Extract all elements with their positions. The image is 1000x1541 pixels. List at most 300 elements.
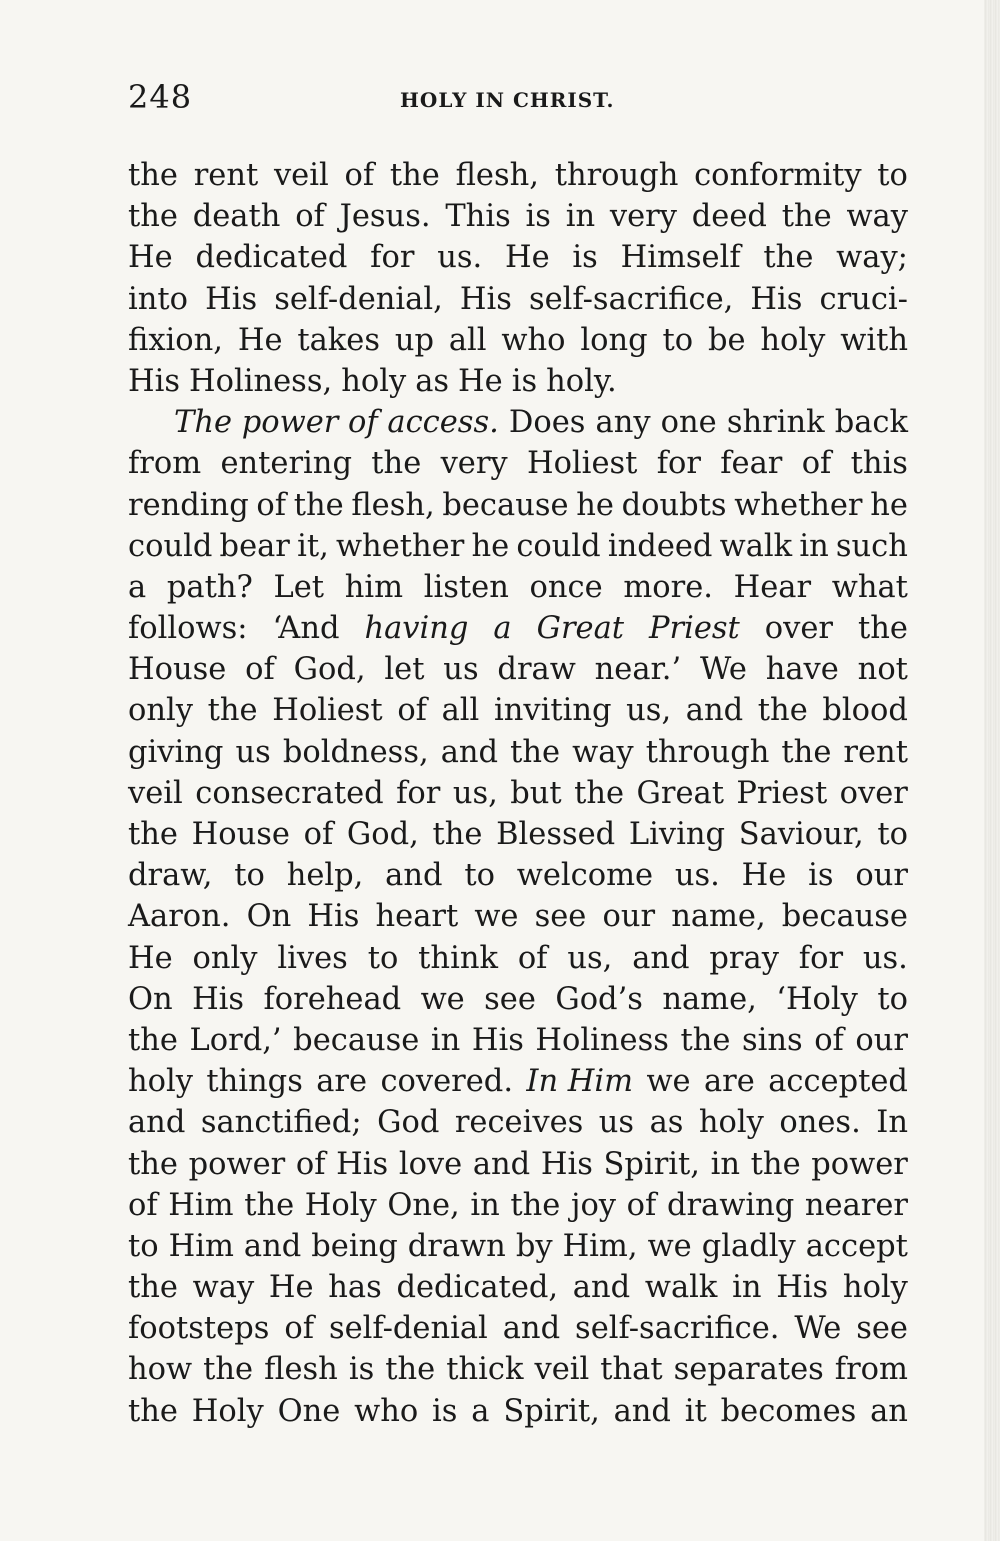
word: He (458, 363, 503, 399)
word: and (440, 734, 499, 770)
text-line (128, 1349, 908, 1390)
word: us. (862, 940, 908, 976)
word: Aaron. (128, 899, 231, 935)
word: he (870, 487, 908, 523)
word: see (534, 899, 587, 935)
word: and (385, 858, 443, 894)
word: Him, (562, 1228, 638, 1264)
word: any (595, 405, 651, 441)
word: for (396, 775, 441, 811)
word: is (525, 199, 551, 235)
word: to (234, 858, 265, 894)
word: we (647, 1228, 692, 1264)
word: long (580, 322, 648, 358)
text-line (128, 979, 908, 1020)
word: He (268, 1270, 314, 1306)
word: His (336, 1146, 389, 1182)
word: of (801, 446, 832, 482)
running-head: HOLY IN CHRIST. (400, 88, 615, 112)
word: On (128, 981, 173, 1017)
word: of (245, 652, 275, 688)
word: ‘And (272, 611, 340, 647)
word: us (598, 1105, 635, 1141)
word: joy (570, 1187, 617, 1223)
word: but (510, 775, 562, 811)
word: and (685, 693, 744, 729)
word: House (128, 652, 227, 688)
word: and (613, 1393, 671, 1429)
word: our (855, 1022, 908, 1058)
word: One, (387, 1187, 460, 1223)
word: sins (741, 1022, 803, 1058)
word: the (857, 611, 908, 647)
word: in (799, 528, 829, 564)
text-line (128, 196, 908, 237)
word: only (128, 693, 193, 729)
word: holy. (546, 363, 617, 399)
word: a (471, 1393, 490, 1429)
word: because (442, 487, 569, 523)
word: the (389, 158, 440, 193)
word: pray (709, 940, 779, 976)
word: we (474, 899, 519, 935)
word: Him (168, 1187, 234, 1223)
word: us. (437, 240, 483, 276)
word: holy (842, 1270, 908, 1306)
word: consecrated (195, 775, 384, 811)
word: Himself (620, 240, 741, 276)
word: the (574, 775, 625, 811)
word: over (764, 611, 834, 647)
text-line (128, 1144, 908, 1185)
word: only (192, 940, 258, 976)
word: he (576, 487, 614, 523)
word: rending (128, 487, 249, 523)
text-line (128, 855, 908, 896)
word: help, (286, 858, 364, 894)
word: holy (698, 1105, 764, 1141)
word: the (510, 734, 561, 770)
text-line (128, 526, 908, 567)
word: us. (674, 858, 720, 894)
text-line (128, 402, 908, 443)
word: rent (843, 734, 908, 770)
word: our (855, 858, 908, 894)
text-line (128, 814, 908, 855)
word: inviting (493, 693, 612, 729)
word: Priest (648, 611, 740, 647)
word: is (808, 858, 834, 894)
word: the (680, 1022, 731, 1058)
word: it, (297, 528, 329, 564)
word: and (243, 1228, 302, 1264)
word: from (834, 1352, 908, 1388)
word: very (609, 199, 677, 235)
word: receives (454, 1105, 584, 1141)
word: becomes (720, 1393, 857, 1429)
word: being (311, 1228, 398, 1264)
word: and (632, 940, 690, 976)
text-line (128, 443, 908, 484)
word: us, (626, 693, 672, 729)
word: follows: (128, 611, 248, 647)
word: of (517, 940, 548, 976)
word: the (203, 1352, 254, 1388)
word: The power of access. (174, 405, 499, 441)
word: such (835, 528, 908, 564)
text-line (128, 1102, 908, 1143)
word: way (572, 734, 634, 770)
word: blood (822, 693, 908, 729)
word: walk (719, 528, 793, 564)
text-line (128, 279, 908, 320)
word: he (471, 528, 510, 564)
word: of (295, 199, 325, 235)
word: through (645, 734, 770, 770)
word: His (750, 281, 803, 317)
word: His (540, 1146, 593, 1182)
word: His (192, 981, 245, 1017)
word: in (565, 199, 596, 235)
word: In (876, 1105, 908, 1141)
word: be (707, 322, 746, 358)
page-number: 248 (128, 78, 193, 116)
word: the (207, 693, 258, 729)
word: from (128, 446, 202, 482)
text-line (128, 237, 908, 278)
word: for (656, 446, 701, 482)
word: that (600, 1352, 663, 1388)
word: House (191, 817, 290, 852)
word: flesh (264, 1352, 338, 1388)
text-line (128, 320, 908, 361)
word: Jesus. (339, 199, 431, 235)
word: On (246, 899, 292, 935)
word: we (646, 1064, 691, 1100)
word: to (877, 158, 908, 193)
word: heart (375, 899, 459, 935)
text-line (128, 1226, 908, 1267)
word: us, (452, 775, 498, 811)
word: are (703, 1064, 755, 1100)
word: This (445, 199, 511, 235)
word: In Him (526, 1064, 634, 1100)
text-line (128, 608, 908, 649)
word: in (470, 1187, 500, 1223)
text-line (128, 567, 908, 608)
word: is (572, 240, 598, 276)
word: and (128, 1105, 186, 1141)
word: name, (671, 899, 766, 935)
word: conformity (694, 158, 862, 193)
word: veil (128, 775, 183, 811)
word: near.’ (594, 652, 682, 688)
text-line (128, 155, 908, 196)
word: think (418, 940, 498, 976)
word: of (256, 487, 287, 523)
word: rent (193, 158, 259, 193)
word: We (794, 1311, 842, 1347)
word: the (432, 817, 483, 852)
word: His (471, 1022, 524, 1058)
text-line (128, 938, 908, 979)
word: to (662, 322, 694, 358)
word: and (572, 1270, 631, 1306)
word: nearer (804, 1187, 908, 1223)
word: in (710, 1146, 741, 1182)
text-line (128, 732, 908, 773)
word: He (504, 240, 550, 276)
word: of (284, 1311, 314, 1347)
word: thick (446, 1352, 524, 1388)
word: Great (536, 611, 625, 647)
word: listen (423, 569, 509, 605)
word: the (781, 734, 832, 770)
word: and (502, 1311, 561, 1347)
word: who (354, 1393, 419, 1429)
word: having (364, 611, 469, 647)
word: to (877, 981, 908, 1017)
word: His (307, 899, 360, 935)
word: Lord,’ (189, 1022, 282, 1058)
word: all (441, 693, 480, 729)
word: what (831, 569, 908, 605)
word: one (660, 405, 717, 441)
text-line (128, 896, 908, 937)
word: in (430, 1022, 461, 1058)
word: once (529, 569, 603, 605)
word: all (448, 322, 487, 358)
word: veil (273, 158, 329, 193)
word: Hear (733, 569, 812, 605)
word: the (128, 199, 178, 235)
text-line (128, 1308, 908, 1349)
word: to (367, 940, 399, 976)
word: very (440, 446, 508, 482)
word: us (235, 734, 271, 770)
word: Holiness (535, 1022, 669, 1058)
word: who (501, 322, 566, 358)
word: One (277, 1393, 341, 1429)
word: doubts (621, 487, 727, 523)
word: fear (720, 446, 783, 482)
word: He (741, 858, 787, 894)
word: bear (219, 528, 290, 564)
word: dedicated (195, 240, 348, 276)
word: lives (277, 940, 348, 976)
word: fixion, (128, 322, 223, 358)
body-text (128, 155, 908, 1432)
word: giving (128, 734, 224, 770)
word: sanctified; (200, 1105, 362, 1141)
word: self-sacrifice. (575, 1311, 780, 1347)
word: Spirit, (503, 1393, 600, 1429)
word: an (870, 1393, 908, 1429)
word: because (781, 899, 908, 935)
word: holy (341, 363, 407, 399)
word: the (128, 1146, 178, 1182)
word: Holiest (272, 693, 383, 729)
word: whether (335, 528, 465, 564)
word: accept (805, 1228, 908, 1264)
word: His (205, 281, 258, 317)
word: to (877, 817, 908, 852)
text-line (128, 1185, 908, 1226)
word: into (128, 281, 189, 317)
word: indeed (607, 528, 713, 564)
word: the (128, 817, 178, 852)
word: accepted (768, 1064, 908, 1100)
word: the (371, 446, 422, 482)
word: self-denial, (274, 281, 443, 317)
text-line (128, 690, 908, 731)
word: whether (734, 487, 863, 523)
word: we (420, 981, 465, 1017)
word: of (128, 1187, 158, 1223)
word: His (128, 363, 181, 399)
word: are (316, 1064, 368, 1100)
word: flesh, (351, 487, 435, 523)
word: self-sacrifice, (528, 281, 734, 317)
word: God, (346, 817, 419, 852)
text-line (128, 361, 908, 402)
word: in (732, 1270, 762, 1306)
word: Holiest (526, 446, 638, 482)
word: draw (497, 652, 576, 688)
word: through (554, 158, 679, 193)
word: could (128, 528, 213, 564)
word: dedicated, (396, 1270, 559, 1306)
page-edge-shadow (984, 0, 1000, 1541)
word: by (515, 1228, 553, 1264)
word: for (798, 940, 844, 976)
word: is (432, 1393, 458, 1429)
word: He (128, 940, 173, 976)
word: name, (662, 981, 757, 1017)
word: forehead (263, 981, 402, 1017)
word: the (385, 1352, 436, 1388)
word: the (128, 1270, 178, 1306)
word: flesh, (455, 158, 539, 193)
word: and (472, 1146, 531, 1182)
word: let (384, 652, 425, 688)
word: Holy (304, 1187, 377, 1223)
word: holy (760, 322, 826, 358)
word: is (348, 1352, 375, 1388)
word: Spirit, (603, 1146, 700, 1182)
word: as (415, 363, 450, 399)
word: the (763, 240, 814, 276)
word: Him (168, 1228, 234, 1264)
text-line (128, 485, 908, 526)
word: him (344, 569, 404, 605)
word: God (377, 1105, 440, 1141)
word: death (192, 199, 281, 235)
word: the (510, 1187, 561, 1223)
text-line (128, 649, 908, 690)
word: have (765, 652, 839, 688)
word: with (840, 322, 908, 358)
word: power (811, 1146, 908, 1182)
word: back (834, 405, 908, 441)
word: separates (673, 1352, 824, 1388)
word: self-denial (328, 1311, 488, 1347)
word: this (850, 446, 908, 482)
word: not (857, 652, 908, 688)
word: Saviour, (738, 817, 864, 852)
word: love (398, 1146, 463, 1182)
word: for (370, 240, 415, 276)
word: see (484, 981, 536, 1017)
word: of (303, 817, 334, 852)
word: Let (273, 569, 325, 605)
word: is (511, 363, 538, 399)
word: has (328, 1270, 382, 1306)
word: us (443, 652, 479, 688)
word: of (814, 1022, 844, 1058)
word: God’s (555, 981, 643, 1017)
word: veil (534, 1352, 590, 1388)
word: us, (567, 940, 613, 976)
word: draw, (128, 858, 213, 894)
word: of (344, 158, 375, 193)
word: drawn (407, 1228, 506, 1264)
word: could (516, 528, 601, 564)
word: He (128, 240, 173, 276)
text-line (128, 1061, 908, 1102)
word: Living (628, 817, 726, 852)
text-line (128, 1267, 908, 1308)
word: of (295, 1146, 326, 1182)
word: walk (644, 1270, 718, 1306)
word: footsteps (128, 1311, 270, 1347)
word: way; (836, 240, 908, 276)
word: cruci- (819, 281, 908, 317)
word: shrink (726, 405, 825, 441)
word: boldness, (282, 734, 429, 770)
text-line (128, 773, 908, 814)
word: of (626, 1187, 657, 1223)
word: His (459, 281, 512, 317)
word: the (293, 487, 344, 523)
text-line (128, 1020, 908, 1061)
word: how (128, 1352, 193, 1388)
word: the (750, 1146, 801, 1182)
word: He (237, 322, 283, 358)
word: our (602, 899, 656, 935)
word: Great (636, 775, 724, 811)
word: the (128, 1022, 178, 1058)
word: things (206, 1064, 303, 1100)
word: covered. (380, 1064, 514, 1100)
word: We (699, 652, 747, 688)
word: the (781, 199, 832, 235)
word: His (776, 1270, 829, 1306)
word: God, (293, 652, 366, 688)
word: Priest (736, 775, 828, 811)
word: way (192, 1270, 255, 1306)
word: takes (297, 322, 380, 358)
word: to (464, 858, 495, 894)
word: the (128, 1393, 178, 1429)
word: drawing (666, 1187, 795, 1223)
word: see (856, 1311, 908, 1347)
word: up (394, 322, 434, 358)
word: of (397, 693, 427, 729)
word: more. (623, 569, 713, 605)
word: welcome (516, 858, 654, 894)
word: a (493, 611, 512, 647)
